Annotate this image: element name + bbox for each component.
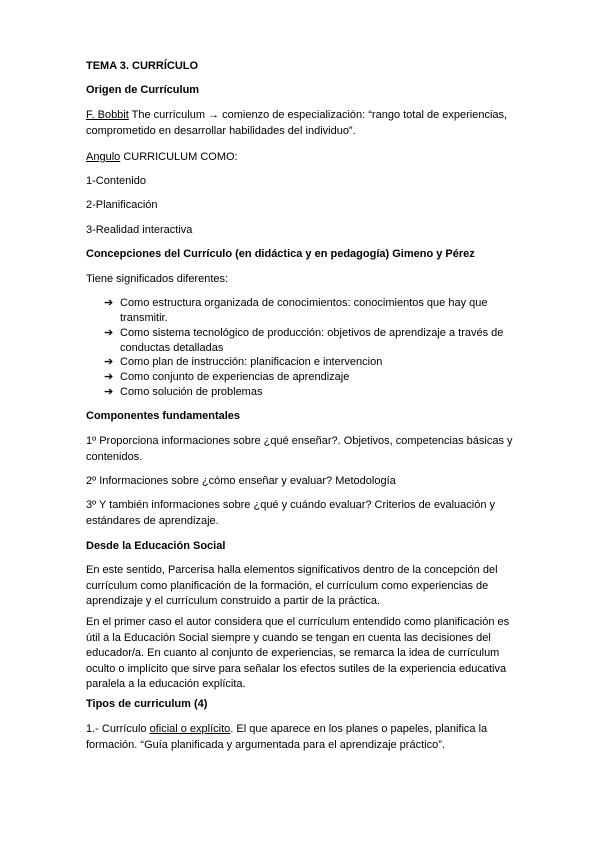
bullet-text: Como conjunto de experiencias de aprendizaje xyxy=(120,371,350,383)
tipos-prefix: 1.- Currículo xyxy=(86,723,150,735)
concepciones-heading: Concepciones del Currículo (en didáctica y en pedagogía) Gimeno y Pérez xyxy=(86,248,475,260)
angulo-item: 2-Planificación xyxy=(86,199,158,211)
social-paragraph: En el primer caso el autor considera que el currículum entendido como planificación es útil a la Educación Social siempre y cuando se tengan en cuenta las decisiones del educador/a. En cuanto al conjunto de experiencias, se remarca la idea de currículum oculto o implícito que sirve para señalar los efectos sutiles de la experiencia educativa paralela a la educación explícita. xyxy=(86,616,510,690)
componentes-item: 1º Proporciona informaciones sobre ¿qué enseñar?. Objetivos, competencias básicas y contenidos. xyxy=(86,435,513,463)
bullet-item xyxy=(104,326,514,356)
author-name: F. Bobbit xyxy=(86,109,129,121)
bullet-item xyxy=(104,355,514,370)
bullet-item xyxy=(104,296,514,326)
tipos-heading: Tipos de curriculum (4) xyxy=(86,698,208,710)
bullet-text: Como sistema tecnológico de producción: objetivos de aprendizaje a través de conductas detalladas xyxy=(120,327,504,354)
angulo-item: 3-Realidad interactiva xyxy=(86,224,193,236)
arrow-icon: ➔ xyxy=(104,297,114,309)
bullet-item xyxy=(104,385,514,400)
tipos-item xyxy=(86,722,516,753)
origen-text: The currículum → comienzo de especialización: “rango total de experiencias, comprometido en desarrollar habilidades del individuo”. xyxy=(86,109,508,137)
concepciones-intro: Tiene significados diferentes: xyxy=(86,273,229,285)
tipos-text: . El que aparece en los planes o papeles, planifica la formación. “Guía planificada y argumentada para el aprendizaje práctico”. xyxy=(86,723,488,751)
arrow-icon: ➔ xyxy=(104,327,114,339)
angulo-text: CURRICULUM COMO: xyxy=(120,151,238,163)
page-title: TEMA 3. CURRÍCULO xyxy=(86,60,199,72)
arrow-icon: ➔ xyxy=(104,371,114,383)
bullet-item xyxy=(104,370,514,385)
angulo-item: 1-Contenido xyxy=(86,175,146,187)
origen-paragraph xyxy=(86,108,516,139)
social-heading: Desde la Educación Social xyxy=(86,540,226,552)
angulo-line xyxy=(86,150,516,166)
bullet-text: Como plan de instrucción: planificacion e intervencion xyxy=(120,356,383,368)
bullet-text: Como solución de problemas xyxy=(120,386,263,398)
origen-heading: Origen de Currículum xyxy=(86,84,200,96)
componentes-item: 3º Y también informaciones sobre ¿qué y cuándo evaluar? Criterios de evaluación y estándares de aprendizaje. xyxy=(86,499,496,527)
bullet-text: Como estructura organizada de conocimientos: conocimientos que hay que transmitir. xyxy=(120,297,488,324)
arrow-icon: ➔ xyxy=(104,386,114,398)
tipos-term: oficial o explícito xyxy=(149,723,231,735)
angulo-label: Angulo xyxy=(86,151,121,163)
arrow-icon: ➔ xyxy=(104,356,114,368)
social-paragraph: En este sentido, Parcerisa halla elementos significativos dentro de la concepción del currículum como planificación de la formación, el currículum como experiencias de aprendizaje y el currículum construido a partir de la práctica. xyxy=(86,564,498,607)
componentes-heading: Componentes fundamentales xyxy=(86,410,241,422)
componentes-item: 2º Informaciones sobre ¿cómo enseñar y evaluar? Metodología xyxy=(86,475,396,487)
